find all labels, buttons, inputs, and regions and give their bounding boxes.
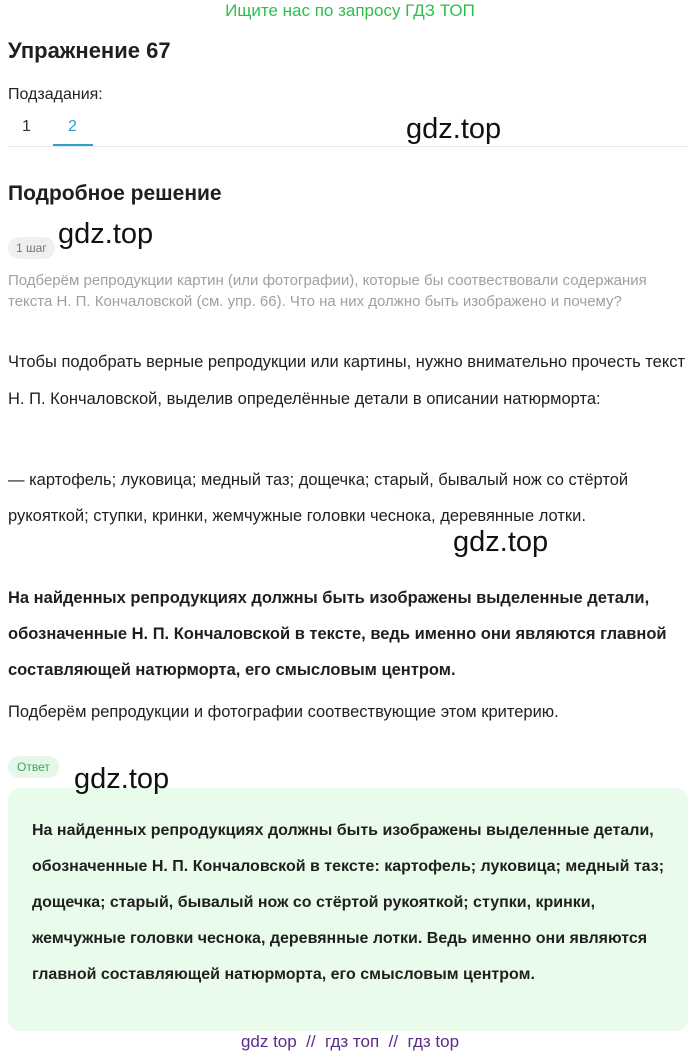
divider <box>8 146 688 147</box>
watermark: gdz.top <box>74 763 170 795</box>
answer-box <box>8 788 688 1031</box>
step-badge: 1 шаг <box>8 237 55 259</box>
watermark: gdz.top <box>406 113 502 145</box>
answer-badge: Ответ <box>8 756 59 778</box>
solution-paragraph: — картофель; луковица; медный таз; дощечка; старый, бывалый нож со стёртой рукояткой; ступки, кринки, жемчужные головки чеснока, деревянные лотки. <box>8 471 629 525</box>
subtasks-label: Подзадания: <box>8 86 103 103</box>
section-title: Подробное решение <box>8 182 222 205</box>
footer-watermark <box>0 1032 700 1052</box>
solution-paragraph: Чтобы подобрать верные репродукции или картины, нужно внимательно прочесть текст Н. П. Кончаловской, выделив определённые детали в описании натюрморта: <box>8 353 686 408</box>
answer-text: На найденных репродукциях должны быть изображены выделенные детали, обозначенные Н. П. Кончаловской в тексте: картофель; луковица; медный таз; дощечка; старый, бывалый нож со стёртой рукояткой; ступки, кринки, жемчужные головки чеснока, деревянные лотки. Ведь именно они являются главной составляющей натюрморта, его смысловым центром. <box>32 822 665 983</box>
page-title: Упражнение 67 <box>8 38 171 63</box>
top-banner: Ищите нас по запросу ГДЗ ТОП <box>225 1 475 20</box>
question-text: Подберём репродукции картин (или фотографии), которые бы соотвествовали содержания текста Н. П. Кончаловской (см. упр. 66). Что на них должно быть изображено и почему? <box>8 272 647 310</box>
tab-subtask-1[interactable]: 1 <box>22 118 31 135</box>
tab-subtask-2[interactable]: 2 <box>68 118 77 135</box>
watermark: gdz.top <box>453 526 549 558</box>
footer-text: gdz top // гдз топ // гдз top <box>240 1032 460 1051</box>
watermark: gdz.top <box>58 218 154 250</box>
subtask-tabs <box>0 110 700 148</box>
solution-paragraph: Подберём репродукции и фотографии соотвествующие этом критерию. <box>8 703 559 721</box>
solution-paragraph-bold: На найденных репродукциях должны быть изображены выделенные детали, обозначенные Н. П. Кончаловской в тексте, ведь именно они являются главной составляющей натюрморта, его смысловым центром. <box>8 589 667 679</box>
